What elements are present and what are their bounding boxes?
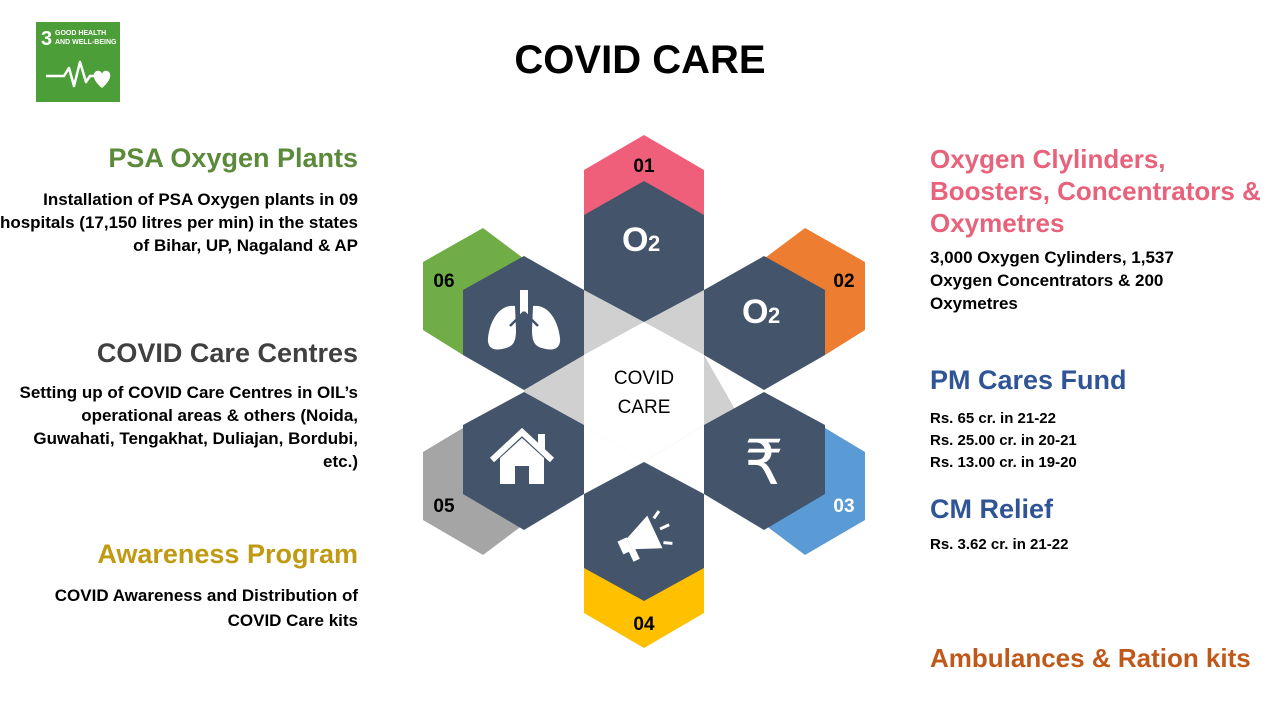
pm-cares-fund-list — [930, 408, 1077, 474]
segment-number-02: 02 — [833, 271, 855, 292]
segment-number-03: 03 — [833, 496, 855, 517]
pm-cares-line: Rs. 25.00 cr. in 20-21 — [930, 432, 1077, 449]
segment-number-06: 06 — [433, 271, 455, 292]
awareness-program-heading: Awareness Program — [97, 539, 358, 569]
cm-relief-text: Rs. 3.62 cr. in 21-22 — [930, 536, 1069, 553]
sdg-number: 3 — [41, 28, 53, 50]
psa-oxygen-plants-heading: PSA Oxygen Plants — [108, 143, 358, 173]
pm-cares-fund-heading: PM Cares Fund — [930, 365, 1127, 395]
segment-number-05: 05 — [433, 496, 455, 517]
covid-care-centres-heading: COVID Care Centres — [96, 338, 358, 368]
segment-number-04: 04 — [633, 614, 655, 635]
center-label-line1: COVID — [613, 368, 675, 389]
rupee-icon: ₹ — [744, 426, 784, 499]
covid-care-centres-text: Setting up of COVID Care Centres in OIL’s operational areas & others (Noida, Guwahati, Tengakhat, Duliajan, Bordubi, etc.) — [19, 383, 358, 471]
pm-cares-line: Rs. 65 cr. in 21-22 — [930, 410, 1056, 427]
psa-oxygen-plants-text: Installation of PSA Oxygen plants in 09 hospitals (17,150 litres per min) in the states of Bihar, UP, Nagaland & AP — [0, 190, 358, 255]
sdg-text-2: AND WELL-BEING — [55, 39, 117, 46]
oxygen-cylinders-text: 3,000 Oxygen Cylinders, 1,537 Oxygen Concentrators & 200 Oxymetres — [930, 248, 1174, 313]
page-title: COVID CARE — [514, 38, 766, 82]
svg-text:O: O — [742, 293, 769, 331]
svg-text:2: 2 — [768, 303, 781, 328]
sdg-text-1: GOOD HEALTH — [55, 30, 107, 37]
ambulances-ration-kits-heading: Ambulances & Ration kits — [930, 643, 1251, 673]
svg-text:2: 2 — [648, 231, 661, 256]
segment-number-01: 01 — [633, 156, 655, 177]
center-label-line2: CARE — [617, 397, 671, 418]
cm-relief-heading: CM Relief — [930, 494, 1054, 524]
oxygen-cylinders-heading: Oxygen Clylinders, Boosters, Concentrators & Oxymetres — [930, 144, 1261, 238]
covid-care-hex-diagram — [400, 120, 890, 660]
svg-text:O: O — [622, 221, 649, 259]
awareness-program-text: COVID Awareness and Distribution of COVID Care kits — [54, 586, 358, 630]
pm-cares-line: Rs. 13.00 cr. in 19-20 — [930, 454, 1077, 471]
